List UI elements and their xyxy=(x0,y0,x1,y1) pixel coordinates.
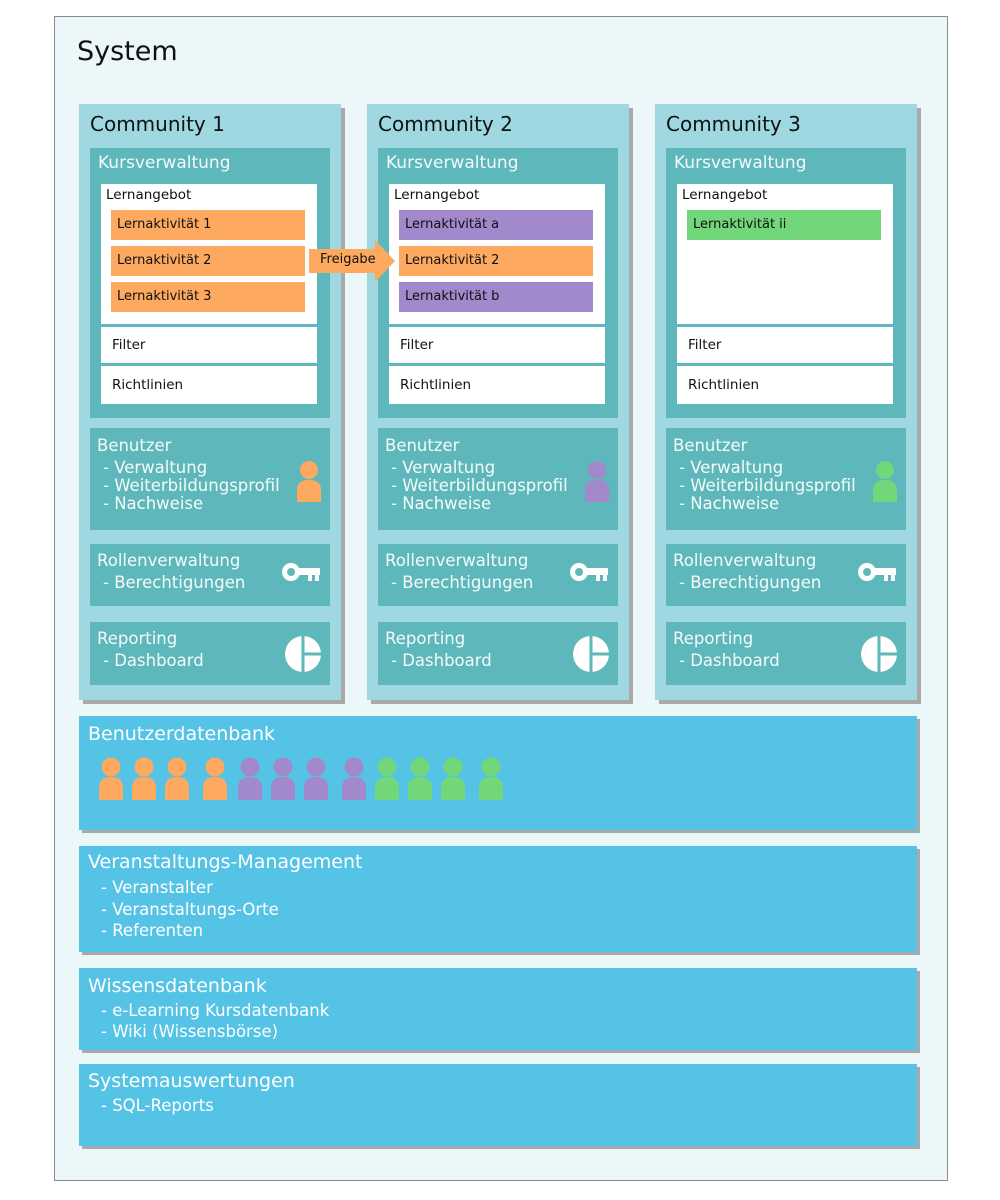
dashboard-item: - Dashboard xyxy=(679,651,780,670)
community-3 xyxy=(655,104,917,700)
user-person-icon xyxy=(98,756,124,802)
veranstaltungs-item: - Veranstalter xyxy=(101,878,213,897)
community-title: Community 3 xyxy=(666,112,801,136)
kursverwaltung-title: Kursverwaltung xyxy=(98,153,231,173)
lernaktivitaet-2[interactable]: Lernaktivität 2 xyxy=(111,246,305,276)
community-title: Community 1 xyxy=(90,112,225,136)
lernangebot-box xyxy=(101,184,317,324)
benutzer-item: - Verwaltung xyxy=(103,458,208,477)
filter-box[interactable]: Filter xyxy=(389,327,605,363)
wissensdatenbank-item: - e-Learning Kursdatenbank xyxy=(101,1001,330,1020)
user-person-icon xyxy=(270,756,296,802)
community-title: Community 2 xyxy=(378,112,513,136)
community-2 xyxy=(367,104,629,700)
benutzer-item: - Verwaltung xyxy=(391,458,496,477)
person-icon xyxy=(296,460,322,504)
filter-box[interactable]: Filter xyxy=(677,327,893,363)
systemauswertungen-title: Systemauswertungen xyxy=(88,1070,295,1092)
kursverwaltung-panel xyxy=(666,148,906,418)
wissensdatenbank-panel xyxy=(79,968,917,1050)
rollenverwaltung-title: Rollenverwaltung xyxy=(673,551,817,570)
benutzer-panel xyxy=(666,428,906,530)
benutzer-title: Benutzer xyxy=(673,436,748,455)
berechtigungen-item: - Berechtigungen xyxy=(103,573,246,592)
rollenverwaltung-panel xyxy=(90,544,330,606)
richtlinien-box[interactable]: Richtlinien xyxy=(677,366,893,404)
benutzer-item: - Weiterbildungsprofil xyxy=(679,476,856,495)
lernangebot-box xyxy=(389,184,605,324)
berechtigungen-item: - Berechtigungen xyxy=(679,573,822,592)
user-person-icon xyxy=(374,756,400,802)
lernangebot-box xyxy=(677,184,893,324)
freigabe-label: Freigabe xyxy=(320,252,376,267)
dashboard-item: - Dashboard xyxy=(391,651,492,670)
reporting-panel xyxy=(90,622,330,685)
filter-box[interactable]: Filter xyxy=(101,327,317,363)
lernaktivitaet-3[interactable]: Lernaktivität 3 xyxy=(111,282,305,312)
pie-chart-icon xyxy=(284,635,322,673)
user-person-icon xyxy=(407,756,433,802)
lernangebot-title: Lernangebot xyxy=(106,187,192,203)
lernaktivitaet-ii[interactable]: Lernaktivität ii xyxy=(687,210,881,240)
person-icon xyxy=(584,460,610,504)
key-icon xyxy=(856,561,898,585)
systemauswertungen-panel xyxy=(79,1064,917,1146)
user-person-icon xyxy=(303,756,329,802)
benutzer-panel xyxy=(378,428,618,530)
benutzer-title: Benutzer xyxy=(385,436,460,455)
lernaktivitaet-2[interactable]: Lernaktivität 2 xyxy=(399,246,593,276)
pie-chart-icon xyxy=(572,635,610,673)
benutzer-item: - Nachweise xyxy=(391,494,492,513)
reporting-panel xyxy=(666,622,906,685)
dashboard-item: - Dashboard xyxy=(103,651,204,670)
lernaktivitaet-1[interactable]: Lernaktivität 1 xyxy=(111,210,305,240)
kursverwaltung-title: Kursverwaltung xyxy=(674,153,807,173)
key-icon xyxy=(280,561,322,585)
reporting-title: Reporting xyxy=(673,629,754,648)
berechtigungen-item: - Berechtigungen xyxy=(391,573,534,592)
user-person-icon xyxy=(131,756,157,802)
benutzer-item: - Nachweise xyxy=(103,494,204,513)
user-person-icon xyxy=(440,756,466,802)
lernangebot-title: Lernangebot xyxy=(682,187,768,203)
benutzer-item: - Weiterbildungsprofil xyxy=(391,476,568,495)
rollenverwaltung-panel xyxy=(666,544,906,606)
user-person-icon xyxy=(164,756,190,802)
reporting-panel xyxy=(378,622,618,685)
user-person-icon xyxy=(341,756,367,802)
benutzer-item: - Nachweise xyxy=(679,494,780,513)
systemauswertungen-item: - SQL-Reports xyxy=(101,1096,214,1115)
reporting-title: Reporting xyxy=(385,629,466,648)
lernaktivitaet-a[interactable]: Lernaktivität a xyxy=(399,210,593,240)
wissensdatenbank-item: - Wiki (Wissensbörse) xyxy=(101,1022,279,1041)
pie-chart-icon xyxy=(860,635,898,673)
kursverwaltung-panel xyxy=(378,148,618,418)
wissensdatenbank-title: Wissensdatenbank xyxy=(88,975,267,997)
system-title: System xyxy=(77,36,178,67)
benutzer-panel xyxy=(90,428,330,530)
rollenverwaltung-title: Rollenverwaltung xyxy=(385,551,529,570)
user-person-icon xyxy=(202,756,228,802)
benutzer-item: - Verwaltung xyxy=(679,458,784,477)
lernangebot-title: Lernangebot xyxy=(394,187,480,203)
user-person-icon xyxy=(478,756,504,802)
lernaktivitaet-b[interactable]: Lernaktivität b xyxy=(399,282,593,312)
user-person-icon xyxy=(237,756,263,802)
kursverwaltung-title: Kursverwaltung xyxy=(386,153,519,173)
benutzer-item: - Weiterbildungsprofil xyxy=(103,476,280,495)
veranstaltungs-item: - Veranstaltungs-Orte xyxy=(101,900,279,919)
rollenverwaltung-panel xyxy=(378,544,618,606)
benutzer-title: Benutzer xyxy=(97,436,172,455)
person-icon xyxy=(872,460,898,504)
reporting-title: Reporting xyxy=(97,629,178,648)
richtlinien-box[interactable]: Richtlinien xyxy=(101,366,317,404)
kursverwaltung-panel xyxy=(90,148,330,418)
veranstaltungs-item: - Referenten xyxy=(101,921,204,940)
richtlinien-box[interactable]: Richtlinien xyxy=(389,366,605,404)
community-1 xyxy=(79,104,341,700)
benutzerdatenbank-title: Benutzerdatenbank xyxy=(88,723,276,745)
rollenverwaltung-title: Rollenverwaltung xyxy=(97,551,241,570)
veranstaltungs-management-title: Veranstaltungs-Management xyxy=(88,851,363,873)
key-icon xyxy=(568,561,610,585)
veranstaltungs-management-panel xyxy=(79,846,917,952)
